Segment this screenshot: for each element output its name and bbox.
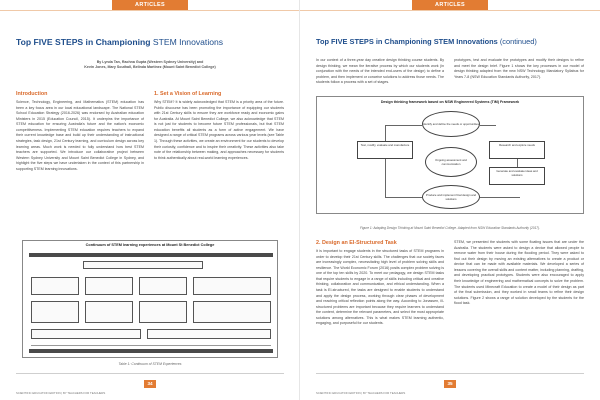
article-title bbox=[16, 38, 223, 47]
section-tab: ARTICLES bbox=[112, 0, 188, 10]
tab-rule bbox=[0, 10, 300, 11]
table-box bbox=[85, 277, 133, 295]
design-thinking-figure bbox=[316, 96, 584, 214]
table-box bbox=[193, 301, 271, 323]
table-box bbox=[139, 277, 187, 295]
figure-node: Generate and evaluate ideas and solutions bbox=[489, 167, 545, 185]
figure-node: Identify and define the needs or opportunities bbox=[422, 111, 480, 137]
figure-caption: Figure 1: Adapting Design Thinking at Mount Saint Benedict College. Adapted from NSW Education Standards Authority (2017). bbox=[359, 226, 540, 230]
page-number: 35 bbox=[444, 380, 456, 388]
section-1-text: Why STEM? It is widely acknowledged that STEM is a priority area of the future. Public discourse has been promoting the importance of equipping our students with 21st Century skills to ensure they are workforce ready and economic gains for Australia. At Mount Saint Benedict College, we also acknowledge that STEM is not just for students to become future STEM professionals, but that STEM education benefits all students as a form of active engagement. We have designed a range of critical STEM programs across various year levels (see Table 1). Through these activities, we create an environment for our students to develop their curiosity, confidence and to inspire their creativity. These activities also take note of the relationship between making, and approaches necessary for students to think authentically about real-world learning experiences. bbox=[154, 100, 284, 160]
table-bottom-bar bbox=[29, 349, 273, 353]
footer-text: SCIENTIFIC EDUCATION EDITION | BY TEACHERS FOR TEACHERS bbox=[316, 391, 406, 395]
intro-text-col1: In our context of a three-year day creative design thinking course students. By design thinking, we mean the iterative process by which our students work (in conjunction with the needs of the intended end-users of the design) to define a problem, and then implement or conceive solutions to address those needs. The students follow a process with a set of stages. bbox=[316, 58, 444, 85]
author-byline bbox=[44, 60, 256, 71]
continuum-table bbox=[22, 240, 278, 358]
right-page bbox=[300, 0, 600, 400]
section-1-heading: 1. Set a Vision of Learning bbox=[154, 91, 222, 97]
figure-connector bbox=[480, 125, 496, 126]
figure-node: Produce and implement final design and solutions bbox=[422, 185, 480, 209]
table-box bbox=[83, 261, 203, 269]
section-2-text-col1: It is important to engage students in the structured tasks of STEM programs in order to develop their 21st Century skills. The challenges that our society faces are increasingly complex, necessitating high level of problem solving skills and resilience. The World Economic Forum (2016) posits complex problem solving is one of the top ten skills by 2020. To meet our pedagogy, we design STEM tasks that require students to engage in a range of skills including critical and creative thinking, collaboration and communication, and ethical understanding. When a task is EI-structured, the tasks are designed to enable students to understand and apply the design process, working through clear phases of development and reaching critical reflection points along the way. According to Jonassen, ill-structured problems are important because they require learners to understand the content, determine the relevant parameters, and select the most appropriate solutions among alternatives. This is what makes STEM learning authentic, engaging, and purposeful for our students. bbox=[316, 249, 444, 326]
footer-rule bbox=[16, 373, 284, 374]
footer-rule bbox=[316, 373, 584, 374]
section-tab: ARTICLES bbox=[412, 0, 488, 10]
figure-connector bbox=[385, 159, 386, 197]
table-box bbox=[147, 329, 271, 339]
figure-connector bbox=[480, 197, 520, 198]
title-bold: Top FIVE STEPS in Championing bbox=[16, 37, 151, 47]
figure-node: Test, modify, evaluate and manufacture bbox=[357, 141, 413, 159]
title-bold: Top FIVE STEPS in Championing STEM Innovations bbox=[316, 37, 498, 46]
table-box bbox=[31, 277, 79, 295]
footer-text: SCIENTIFIC EDUCATION EDITION | BY TEACHERS FOR TEACHERS bbox=[16, 391, 106, 395]
section-2-text-col2: STEM, we presented the students with some floating issues that are under the Australia. The students were asked to design a device that allowed people to remove water from their house during the flooding period. They were asked to find out their design by moving an existing alternatives to create a product or device that can be made with available materials. We developed a series of lessons covering the overall skills and content matter, including planning, drafting, and developing practical prototypes. Students were also encouraged to apply their knowledge of engineering and mathematical concepts to solve the problem. The students used Minecraft Education to create a model of their design as part of the final submission, and they worked in small teams to refine their design solutions. Figure 2 shows a range of solution developed by the students for the flood task. bbox=[454, 240, 584, 306]
section-2-heading: 2. Design an EI-Structured Task bbox=[316, 240, 397, 246]
figure-connector bbox=[385, 125, 386, 141]
author-line: Kevin Jones, Mary Southall, Belinda Martinez (Mount Saint Benedict College) bbox=[84, 65, 216, 70]
table-caption: Table 1: Continuum of STEM Experiences bbox=[118, 362, 182, 366]
table-box bbox=[85, 301, 133, 323]
figure-node: Research and explore needs bbox=[489, 141, 545, 159]
title-thin: STEM Innovations bbox=[152, 37, 224, 47]
author-line: By Lynda Tan, Rachna Gupta (Western Sydney University) and bbox=[96, 60, 204, 64]
intro-heading: Introduction bbox=[16, 91, 48, 97]
tab-rule bbox=[300, 10, 600, 11]
intro-text-col2: prototypes, test and evaluate the prototypes and modify their designs to refine and meet the design brief. Figure 1 shows the key processes in our model of design thinking adapted from the new NSW Technology Mandatory Syllabus for Years 7-8 (NSW Education Standards Authority, 2017). bbox=[454, 58, 584, 79]
table-title: Continuum of STEM learning experiences at Mount St Benedict College bbox=[85, 243, 215, 247]
table-box bbox=[31, 301, 79, 323]
table-top-bar bbox=[29, 253, 273, 257]
figure-connector bbox=[517, 159, 518, 167]
figure-node: Ongoing assessment and communication bbox=[425, 147, 477, 177]
article-title bbox=[316, 38, 537, 46]
figure-connector bbox=[385, 197, 422, 198]
table-box bbox=[139, 301, 187, 323]
figure-title: Design thinking framework based on NSW Engineered Systems (TiM) Framework bbox=[380, 100, 520, 104]
page-number: 34 bbox=[144, 380, 156, 388]
table-divider bbox=[31, 345, 271, 346]
table-box bbox=[193, 277, 271, 295]
figure-connector bbox=[385, 125, 422, 126]
intro-text: Science, Technology, Engineering, and Mathematics (STEM) education has been a key focus area in our local educational landscape. The National STEM School Education Strategy (2016-2026) was endorsed by Australian education Ministers in 2015 (Education Council, 2015). It underpins the importance of STEM education for ensuring Australia's future and the nation's economic competitiveness. Implementing STEM education requires teachers to expand their current knowledge base and build up their understanding of instructional strategies, task design, 21st Century learning, and curriculum design across key learning areas. Much work is needed to fully understand how best STEM teachers are supported. We introduce our collaborative project between Western Sydney University and Mount Saint Benedict College in Sydney, and highlight the five steps we have undertaken in the context of this partnership in supporting STEM learning innovations. bbox=[16, 100, 144, 171]
title-thin: (continued) bbox=[499, 37, 537, 46]
table-box bbox=[31, 329, 141, 339]
